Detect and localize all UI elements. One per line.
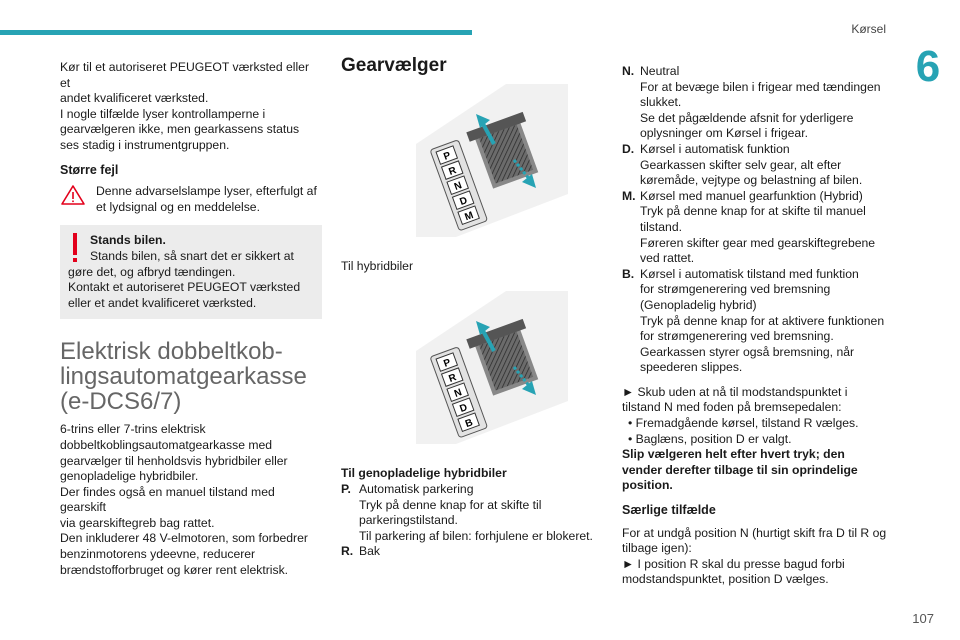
definition-N — [622, 64, 890, 142]
definition-M — [622, 189, 890, 267]
column-2 — [341, 55, 611, 560]
body-line: gearvælger til henholdsvis hybridbiler eller — [60, 453, 288, 468]
body-line: Der findes også en manuel tilstand med gearskift — [60, 484, 275, 515]
definition-key: R. — [341, 544, 354, 559]
gear-selector-plugin-hybrid-illustration — [396, 291, 568, 444]
intro-line: andet kvalificeret værksted. — [60, 91, 209, 106]
header-accent-bar — [0, 30, 472, 35]
warning-triangle-icon — [60, 184, 86, 206]
gear-letter: R — [447, 371, 459, 385]
definition-line: Til parkering af bilen: forhjulene er blokeret. — [359, 528, 593, 543]
warning-note — [60, 184, 322, 215]
definition-line: For at bevæge bilen i frigear med tændingen — [640, 79, 881, 94]
definition-line: oplysninger om Kørsel i frigear. — [640, 126, 808, 141]
definition-list — [341, 482, 611, 560]
definition-line: Tryk på denne knap for at skifte til manuel — [640, 204, 866, 219]
gear-letter: M — [463, 209, 475, 223]
gear-letter: P — [442, 356, 453, 370]
intro-line: gearvælgeren ikke, men gearkassens status — [60, 122, 300, 137]
intro-line: ses stadig i instrumentgruppen. — [60, 137, 230, 152]
chapter-number: 6 — [915, 42, 941, 91]
definition-line: slukket. — [640, 95, 682, 110]
definition-line: Kørsel med manuel gearfunktion (Hybrid) — [640, 188, 863, 203]
definition-key: M. — [622, 188, 636, 203]
definition-line: Gearkassen skifter selv gear, alt efter — [640, 157, 842, 172]
release-line: vender derefter tilbage til sin oprindelige — [622, 462, 858, 477]
definition-key: N. — [622, 64, 635, 78]
definition-line: (Genopladelig hybrid) — [640, 297, 757, 312]
definition-R — [341, 544, 611, 560]
body-line: brændstofforbruget og kører rent elektrisk. — [60, 562, 289, 577]
definition-line: Kørsel i automatisk funktion — [640, 141, 790, 156]
intro-line: Kør til et autoriseret PEUGEOT værksted eller et — [60, 60, 310, 90]
definition-line: Kørsel i automatisk tilstand med funktion — [640, 266, 859, 281]
definition-key: B. — [622, 266, 635, 281]
definition-D — [622, 142, 890, 189]
gear-selector-hybrid-illustration — [396, 84, 568, 237]
column-1 — [60, 60, 322, 578]
definition-P — [341, 482, 611, 544]
step-instructions — [622, 385, 890, 447]
definition-line: for strømgenerering ved bremsning. — [640, 329, 834, 344]
body-line: Den inkluderer 48 V-elmotoren, som forbedrer — [60, 531, 308, 546]
step-line: tilstand N med foden på bremsepedalen: — [622, 400, 842, 415]
section-title: Kørsel — [851, 22, 886, 36]
body-line: benzinmotorens ydeevne, reducerer — [60, 547, 256, 562]
stop-line: Kontakt et autoriseret PEUGEOT værksted — [68, 280, 301, 295]
stop-heading: Stands bilen. — [90, 233, 166, 248]
gear-letter: N — [452, 386, 464, 400]
definition-B — [622, 267, 890, 376]
special-cases-heading: Særlige tilfælde — [622, 503, 716, 518]
body-line: dobbeltkoblingsautomatgearkasse med — [60, 437, 273, 452]
gear-letter: P — [442, 149, 453, 163]
definition-line: Gearkassen styrer også bremsning, når — [640, 344, 855, 359]
intro-line: I nogle tilfælde lyser kontrollamperne i — [60, 106, 266, 121]
special-cases-body — [622, 526, 890, 588]
gear-letter: B — [463, 417, 475, 430]
release-instruction — [622, 447, 890, 494]
release-line: Slip vælgeren helt efter hvert tryk; den — [622, 447, 845, 462]
definition-line: speederen slippes. — [640, 360, 743, 375]
gear-letter: D — [458, 194, 469, 208]
warning-line: Denne advarselslampe lyser, efterfulgt af — [96, 184, 317, 199]
definition-line: Føreren skifter gear med gearskiftegrebene — [640, 235, 876, 250]
gear-letter: D — [458, 401, 469, 415]
definition-line: Automatisk parkering — [359, 481, 474, 496]
definition-line: Se det pågældende afsnit for yderligere — [640, 110, 854, 125]
gear-letter: R — [447, 164, 459, 178]
step-line: ► Skub uden at nå til modstandspunktet i — [622, 384, 848, 399]
definition-line: Tryk på denne knap for at skifte til — [359, 497, 542, 512]
bullet-item: • Fremadgående kørsel, tilstand R vælges. — [628, 416, 859, 431]
gear-selector-heading: Gearvælger — [341, 55, 447, 76]
exclamation-icon — [73, 233, 77, 263]
special-line: For at undgå position N (hurtigt skift fra D til R og — [622, 525, 887, 540]
bullet-item: • Baglæns, position D er valgt. — [628, 431, 792, 446]
definition-line: Neutral — [640, 64, 680, 78]
section-title-block — [60, 339, 322, 414]
definition-line: Bak — [359, 544, 381, 559]
fault-heading: Større fejl — [60, 162, 119, 177]
stop-line: gøre det, og afbryd tændingen. — [68, 264, 236, 279]
column-3 — [622, 64, 890, 588]
definition-line: køremåde, vejtype og belastning af bilen. — [640, 173, 863, 188]
definition-line: parkeringstilstand. — [359, 513, 458, 528]
definition-line: Tryk på denne knap for at aktivere funktionen — [640, 313, 885, 328]
page-number: 107 — [912, 611, 934, 626]
gear-letter: N — [452, 179, 464, 193]
stop-line: Stands bilen, så snart det er sikkert at — [90, 248, 294, 263]
definition-list — [622, 64, 890, 376]
special-line: modstandspunktet, position D vælges. — [622, 572, 829, 587]
release-line: position. — [622, 478, 673, 493]
gearbox-description — [60, 422, 322, 578]
warning-line: et lydsignal og en meddelelse. — [96, 199, 260, 214]
gearbox-title-line: lingsautomatgearkasse — [60, 363, 307, 391]
body-line: genopladelige hybridbiler. — [60, 469, 199, 484]
definition-line: tilstand. — [640, 219, 683, 234]
gearbox-title-line: Elektrisk dobbeltkob- — [60, 338, 283, 366]
stop-line: eller et andet kvalificeret værksted. — [68, 295, 257, 310]
body-line: 6-trins eller 7-trins elektrisk — [60, 422, 206, 437]
definition-line: for strømgenerering ved bremsning — [640, 282, 831, 297]
special-line: tilbage igen): — [622, 541, 692, 556]
definition-key: P. — [341, 481, 351, 496]
stop-notice-box — [60, 225, 322, 319]
special-line: ► I position R skal du presse bagud forbi — [622, 556, 845, 571]
caption-hybrid: Til hybridbiler — [341, 259, 414, 274]
body-line: via gearskiftegreb bag rattet. — [60, 515, 215, 530]
caption-plugin-hybrid: Til genopladelige hybridbiler — [341, 466, 507, 481]
gearbox-title-line: (e-DCS6/7) — [60, 388, 182, 416]
definition-line: ved rattet. — [640, 251, 695, 266]
definition-key: D. — [622, 141, 635, 156]
